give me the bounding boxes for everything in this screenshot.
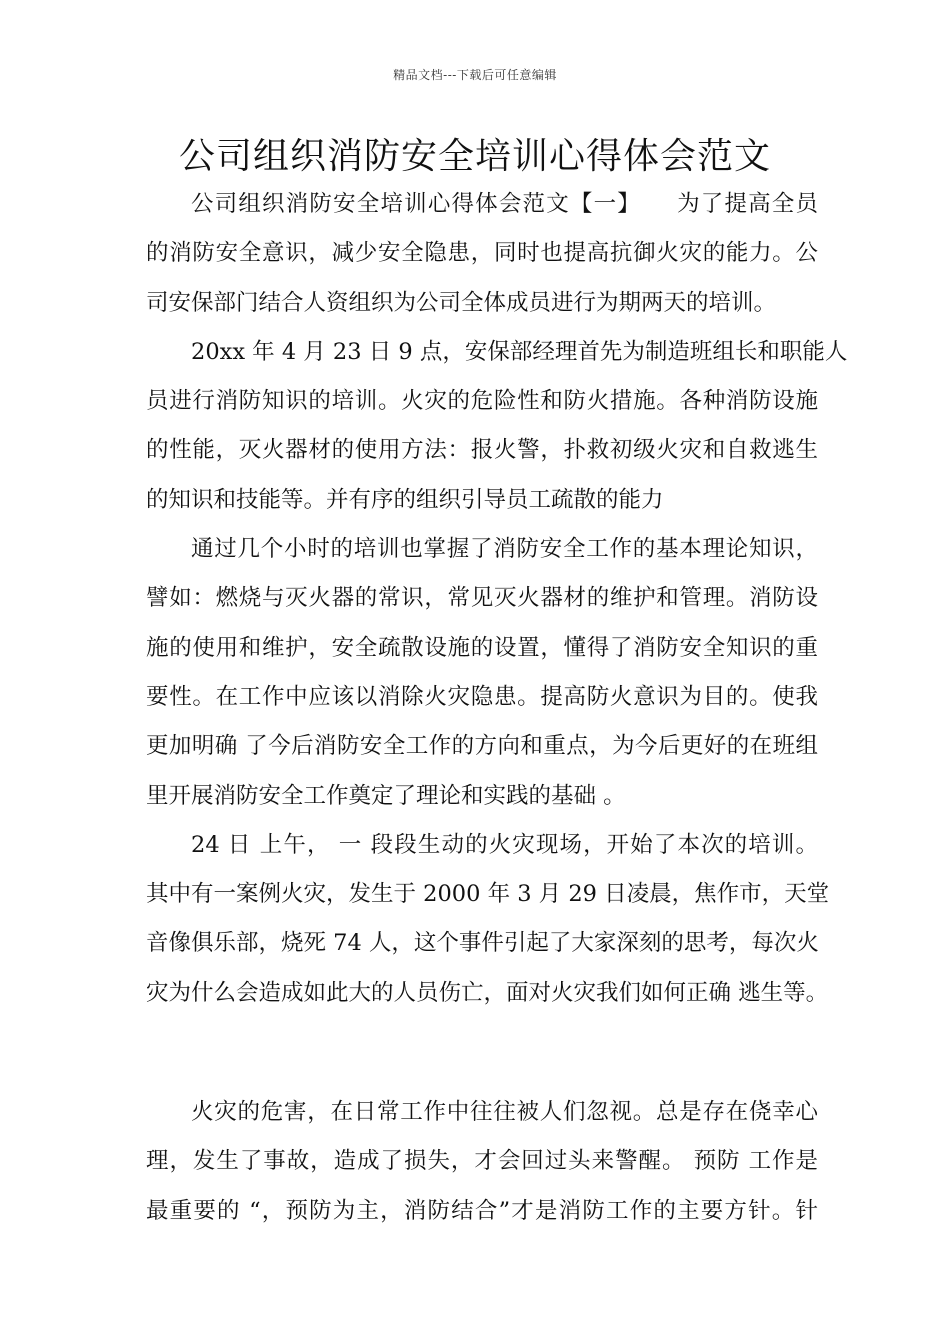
paragraph-line: 音像俱乐部，烧死 74 人，这个事件引起了大家深刻的思考，每次火 <box>146 930 819 957</box>
paragraph-line: 理，发生了事故，造成了损失，才会回过头来警醒。 预防 工作是 <box>146 1148 818 1175</box>
paragraph-spacer <box>146 1018 818 1088</box>
paragraph-line: 里开展消防安全工作奠定了理论和实践的基础 。 <box>146 782 626 809</box>
paragraph-2 <box>146 328 848 525</box>
paragraph-line: 的消防安全意识，减少安全隐患，同时也提高抗御火灾的能力。公 <box>146 240 818 267</box>
paragraph-line: 更加明确 了今后消防安全工作的方向和重点，为今后更好的在班组 <box>146 733 818 760</box>
paragraph-4 <box>146 821 830 1018</box>
paragraph-line: 火灾的危害，在日常工作中往往被人们忽视。总是存在侥幸心 <box>191 1099 818 1126</box>
paragraph-line: 要性。在工作中应该以消除火灾隐患。提高防火意识为目的。使我 <box>146 683 818 710</box>
document-title: 公司组织消防安全培训心得体会范文 <box>178 136 771 177</box>
paragraph-line: 24 日 上午， 一 段段生动的火灾现场，开始了本次的培训。 <box>191 831 818 858</box>
paragraph-3 <box>146 525 818 821</box>
page-header: 精品文档---下载后可任意编辑 <box>393 68 557 82</box>
paragraph-line: 司安保部门结合人资组织为公司全体成员进行为期两天的培训。 <box>146 289 777 316</box>
paragraph-line: 灾为什么会造成如此大的人员伤亡，面对火灾我们如何正确 逃生等。 <box>146 979 829 1006</box>
paragraph-1 <box>146 180 818 328</box>
document-body <box>146 180 848 1236</box>
paragraph-line: 员进行消防知识的培训。火灾的危险性和防火措施。各种消防设施 <box>146 388 818 415</box>
paragraph-line: 最重要的 “，预防为主，消防结合”才是消防工作的主要方针。针 <box>146 1197 818 1224</box>
paragraph-line: 譬如：燃烧与灭火器的常识，常见灭火器材的维护和管理。消防设 <box>146 585 818 612</box>
paragraph-line: 通过几个小时的培训也掌握了消防安全工作的基本理论知识， <box>191 536 818 563</box>
paragraph-line: 的性能，灭火器材的使用方法：报火警，扑救初级火灾和自救逃生 <box>146 437 818 464</box>
paragraph-line: 的知识和技能等。并有序的组织引导员工疏散的能力 <box>146 486 664 513</box>
paragraph-5 <box>146 1088 818 1236</box>
paragraph-line: 公司组织消防安全培训心得体会范文【一】 为了提高全员 <box>191 191 818 217</box>
paragraph-line: 20xx 年 4 月 23 日 9 点，安保部经理首先为制造班组长和职能人 <box>191 338 848 365</box>
paragraph-line: 施的使用和维护，安全疏散设施的设置，懂得了消防安全知识的重 <box>146 634 818 661</box>
paragraph-line: 其中有一案例火灾，发生于 2000 年 3 月 29 日凌晨，焦作市，天堂 <box>146 881 830 908</box>
